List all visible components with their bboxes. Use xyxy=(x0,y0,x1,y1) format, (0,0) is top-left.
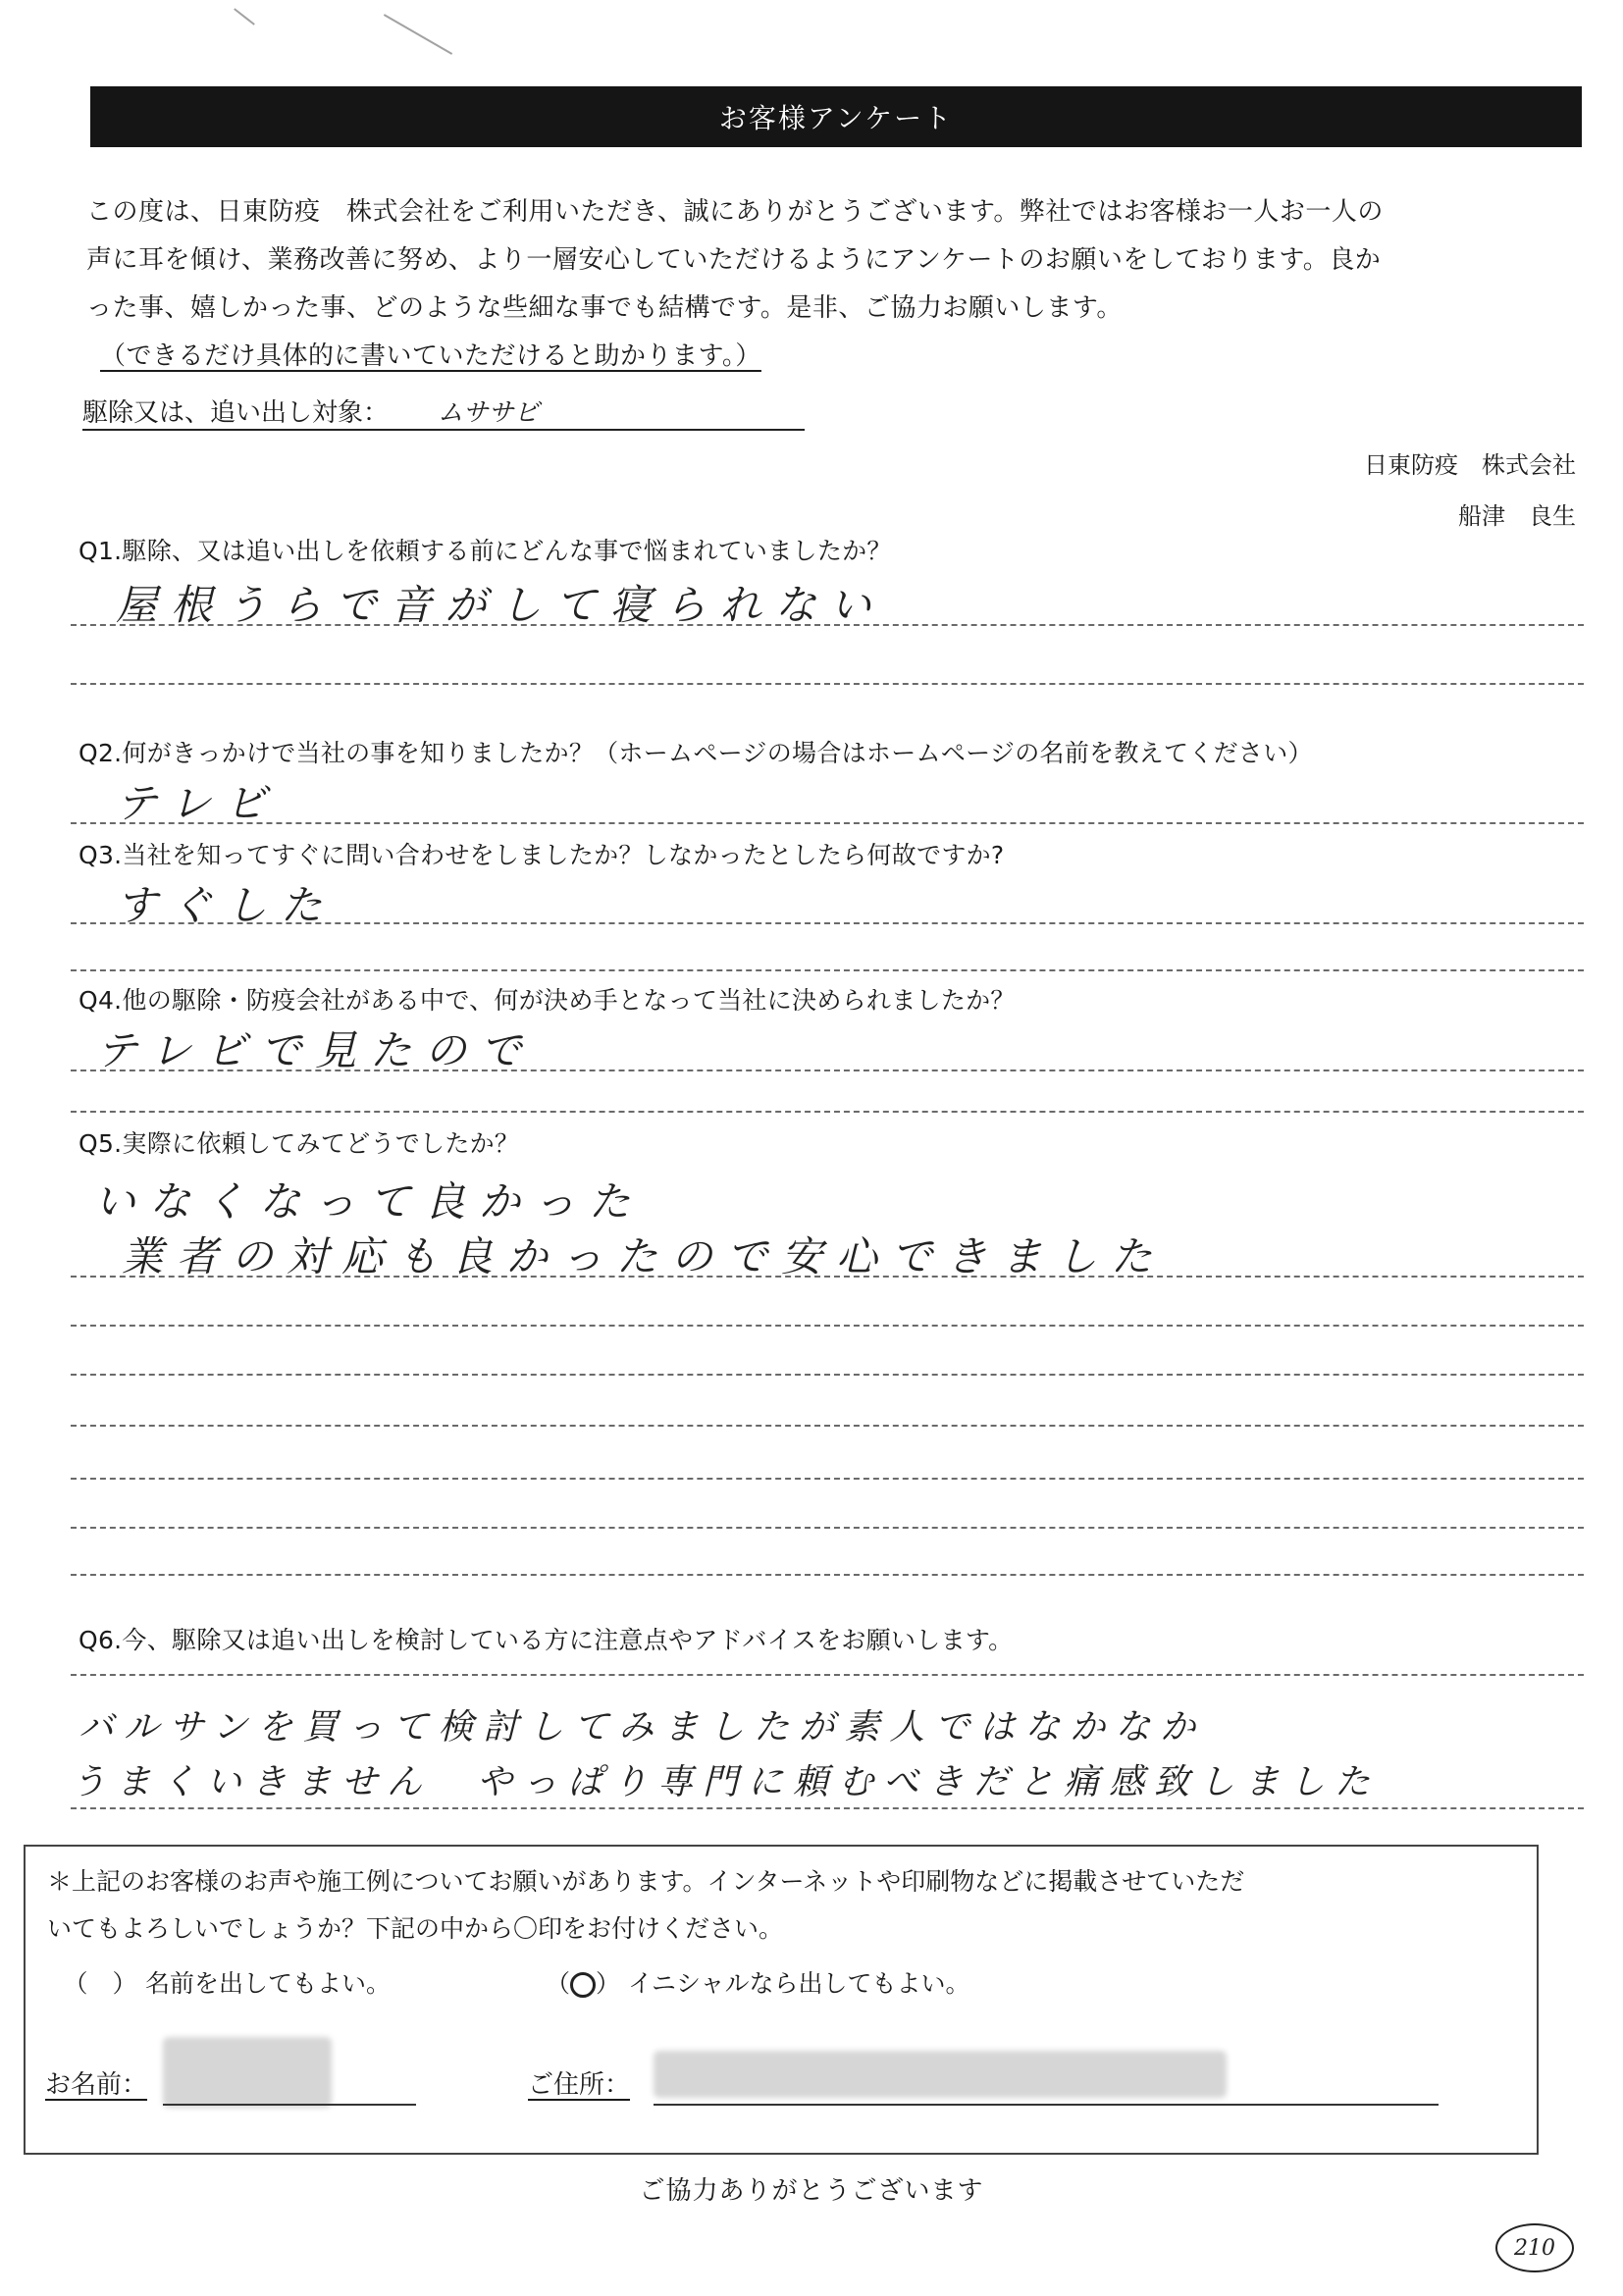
answer-line xyxy=(71,1425,1584,1427)
company-person: 船津 良生 xyxy=(1458,502,1576,530)
answer-line xyxy=(71,1527,1584,1529)
question-4-label: Q4.他の駆除・防疫会社がある中で、何が決め手となって当社に決められましたか？ xyxy=(79,986,1016,1015)
consent-box xyxy=(24,1845,1539,2155)
answer-line xyxy=(71,1276,1584,1278)
survey-title-bar xyxy=(90,86,1582,147)
answer-line xyxy=(71,1807,1584,1809)
target-label: 駆除又は、追い出し対象： xyxy=(82,398,390,428)
answer-line xyxy=(71,922,1584,924)
intro-text xyxy=(86,188,1588,381)
address-field-label: ご住所： xyxy=(528,2070,631,2100)
answer-line xyxy=(71,1325,1584,1327)
consent-line: いてもよろしいでしょうか？下記の中から〇印をお付けください。 xyxy=(47,1914,784,1943)
question-5-answer[interactable]: 業者の対応も良かったので安心できました xyxy=(122,1232,1167,1280)
option-checkbox[interactable]: （ ） xyxy=(63,1969,137,1998)
company-signature xyxy=(1364,440,1576,542)
question-6-label: Q6.今、駆除又は追い出しを検討している方に注意点やアドバイスをお願いします。 xyxy=(79,1626,1014,1654)
target-field xyxy=(82,388,805,431)
name-field-line xyxy=(163,2104,416,2106)
consent-option-initial[interactable] xyxy=(538,1964,970,2000)
answer-line xyxy=(71,1478,1584,1480)
company-name: 日東防疫 株式会社 xyxy=(1364,451,1576,479)
question-5-answer[interactable]: いなくなって良かった xyxy=(94,1177,645,1226)
option-checkbox[interactable]: （ ） xyxy=(545,1969,621,1998)
question-5-label: Q5.実際に依頼してみてどうでしたか？ xyxy=(79,1129,520,1158)
redacted-name[interactable] xyxy=(163,2037,332,2108)
intro-line: った事、嬉しかった事、どのような些細な事でも結構です。是非、ご協力お願いします。 xyxy=(86,293,1123,323)
question-3-answer[interactable]: すぐした xyxy=(116,881,337,929)
page-number-stamp: 210 xyxy=(1495,2223,1574,2272)
consent-text xyxy=(47,1858,1244,1953)
address-field-line xyxy=(654,2104,1439,2106)
target-value[interactable]: ムササビ xyxy=(438,398,540,428)
scan-mark xyxy=(384,14,452,55)
redacted-address[interactable] xyxy=(654,2051,1227,2098)
thanks-message: ご協力ありがとうございます xyxy=(639,2176,984,2206)
answer-line xyxy=(71,1070,1584,1071)
consent-option-name[interactable] xyxy=(55,1964,391,2000)
intro-line: この度は、日東防疫 株式会社をご利用いただき、誠にありがとうございます。弊社ではお客様お一人お一人の xyxy=(86,197,1384,227)
answer-line xyxy=(71,624,1584,626)
answer-line xyxy=(71,1574,1584,1576)
question-6-answer[interactable]: バルサンを買って検討してみましたが素人ではなかなか xyxy=(79,1707,1206,1748)
consent-line: ＊上記のお客様のお声や施工例についてお願いがあります。インターネットや印刷物などに掲載させていただ xyxy=(47,1867,1245,1896)
scan-mark xyxy=(234,8,255,26)
question-1-answer[interactable]: 屋根うらで音がして寝られない xyxy=(116,581,885,629)
name-field-label: お名前： xyxy=(45,2070,148,2100)
option-label: イニシャルなら出してもよい。 xyxy=(628,1969,970,1998)
question-6-answer[interactable]: うまくいきません やっぱり専門に頼むべきだと痛感致しました xyxy=(71,1762,1381,1802)
survey-title: お客様アンケート xyxy=(718,102,954,134)
question-2-answer[interactable]: テレビ xyxy=(116,779,281,827)
answer-line xyxy=(71,822,1584,824)
intro-note: （できるだけ具体的に書いていただけると助かります。） xyxy=(100,341,761,371)
circle-mark-icon xyxy=(570,1972,596,1998)
question-4-answer[interactable]: テレビで見たので xyxy=(96,1026,536,1074)
answer-line xyxy=(71,683,1584,685)
answer-line xyxy=(71,1674,1584,1676)
question-2-label: Q2.何がきっかけで当社の事を知りましたか？（ホームページの場合はホームページの名前を教えてください） xyxy=(79,739,1313,767)
answer-line xyxy=(71,1374,1584,1376)
option-label: 名前を出してもよい。 xyxy=(145,1969,392,1998)
intro-line: 声に耳を傾け、業務改善に努め、より一層安心していただけるようにアンケートのお願いをしております。良か xyxy=(86,245,1382,275)
answer-line xyxy=(71,1111,1584,1113)
question-3-label: Q3.当社を知ってすぐに問い合わせをしましたか？しなかったとしたら何故ですか? xyxy=(79,841,1005,869)
answer-line xyxy=(71,969,1584,971)
question-1-label: Q1.駆除、又は追い出しを依頼する前にどんな事で悩まれていましたか？ xyxy=(79,537,892,565)
